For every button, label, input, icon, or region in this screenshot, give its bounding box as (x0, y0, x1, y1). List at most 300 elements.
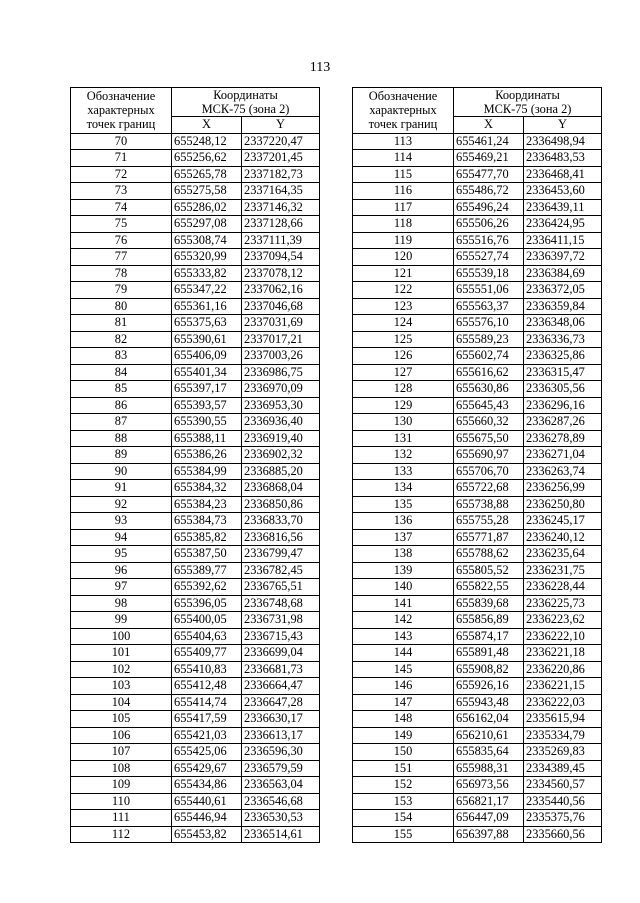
table-row (353, 826, 602, 843)
label-line: точек границ (86, 117, 156, 132)
table-row (353, 315, 602, 332)
table-row (71, 447, 320, 464)
y-coordinate-cell: 2336902,32 (242, 447, 320, 464)
coordinates-header (454, 88, 602, 117)
y-coordinate-cell: 2337078,12 (242, 265, 320, 282)
point-number-cell: 151 (353, 760, 454, 777)
x-coordinate-cell: 655386,26 (172, 447, 242, 464)
point-number-cell: 106 (71, 727, 172, 744)
x-coordinate-cell: 655477,70 (454, 166, 524, 183)
table-row (71, 232, 320, 249)
coords-title: Координаты (213, 88, 278, 102)
x-coordinate-cell: 655390,61 (172, 331, 242, 348)
table-row (353, 447, 602, 464)
x-coordinate-cell: 655589,23 (454, 331, 524, 348)
table-row (71, 265, 320, 282)
x-coordinate-cell: 655297,08 (172, 216, 242, 233)
y-coordinate-cell: 2336221,18 (524, 645, 602, 662)
x-coordinate-cell: 655361,16 (172, 298, 242, 315)
y-coordinate-cell: 2336782,45 (242, 562, 320, 579)
table-row (353, 265, 602, 282)
point-number-cell: 101 (71, 645, 172, 662)
point-number-cell: 147 (353, 694, 454, 711)
x-coordinate-cell: 655392,62 (172, 579, 242, 596)
point-number-cell: 93 (71, 513, 172, 530)
x-coordinate-cell: 655248,12 (172, 133, 242, 150)
point-number-cell: 115 (353, 166, 454, 183)
y-coordinate-cell: 2336384,69 (524, 265, 602, 282)
x-coordinate-cell: 655434,86 (172, 777, 242, 794)
table-row (353, 579, 602, 596)
point-number-cell: 127 (353, 364, 454, 381)
y-coordinate-cell: 2336220,86 (524, 661, 602, 678)
x-coordinate-cell: 655486,72 (454, 183, 524, 200)
table-row (353, 298, 602, 315)
y-coordinate-cell: 2336681,73 (242, 661, 320, 678)
x-coordinate-cell: 655446,94 (172, 810, 242, 827)
point-number-cell: 120 (353, 249, 454, 266)
y-coordinate-cell: 2336359,84 (524, 298, 602, 315)
table-row (353, 397, 602, 414)
table-row (71, 397, 320, 414)
point-number-cell: 144 (353, 645, 454, 662)
y-coordinate-cell: 2337046,68 (242, 298, 320, 315)
x-coordinate-cell: 655421,03 (172, 727, 242, 744)
y-coordinate-cell: 2336228,44 (524, 579, 602, 596)
y-coordinate-cell: 2336221,15 (524, 678, 602, 695)
x-coordinate-cell: 655375,63 (172, 315, 242, 332)
table-row (71, 364, 320, 381)
x-coordinate-cell: 655645,43 (454, 397, 524, 414)
y-coordinate-cell: 2336936,40 (242, 414, 320, 431)
table-row (71, 166, 320, 183)
x-coordinate-cell: 655738,88 (454, 496, 524, 513)
coordinates-table-right (352, 87, 602, 843)
table-row (353, 430, 602, 447)
x-coordinate-cell: 655389,77 (172, 562, 242, 579)
point-number-cell: 81 (71, 315, 172, 332)
x-coordinate-cell: 655410,83 (172, 661, 242, 678)
table-row (353, 727, 602, 744)
y-coordinate-cell: 2336397,72 (524, 249, 602, 266)
table-row (71, 727, 320, 744)
point-number-cell: 88 (71, 430, 172, 447)
x-coordinate-cell: 655943,48 (454, 694, 524, 711)
point-number-cell: 109 (71, 777, 172, 794)
point-number-cell: 78 (71, 265, 172, 282)
table-row (353, 661, 602, 678)
point-label-header (71, 88, 172, 134)
y-coordinate-cell: 2334560,57 (524, 777, 602, 794)
table-row (353, 562, 602, 579)
point-number-cell: 76 (71, 232, 172, 249)
x-coordinate-cell: 655908,82 (454, 661, 524, 678)
y-coordinate-cell: 2336579,59 (242, 760, 320, 777)
point-number-cell: 150 (353, 744, 454, 761)
table-row (71, 183, 320, 200)
y-coordinate-cell: 2336231,75 (524, 562, 602, 579)
point-number-cell: 94 (71, 529, 172, 546)
table-row (71, 496, 320, 513)
table-row (71, 315, 320, 332)
y-coordinate-cell: 2336498,94 (524, 133, 602, 150)
point-number-cell: 99 (71, 612, 172, 629)
table-row (71, 199, 320, 216)
y-coordinate-cell: 2336453,60 (524, 183, 602, 200)
y-coordinate-cell: 2336664,47 (242, 678, 320, 695)
table-row (71, 678, 320, 695)
table-row (353, 216, 602, 233)
point-number-cell: 105 (71, 711, 172, 728)
point-number-cell: 110 (71, 793, 172, 810)
x-coordinate-cell: 655891,48 (454, 645, 524, 662)
x-coordinate-cell: 655839,68 (454, 595, 524, 612)
table-row (71, 513, 320, 530)
y-coordinate-cell: 2336868,04 (242, 480, 320, 497)
point-number-cell: 125 (353, 331, 454, 348)
point-number-cell: 75 (71, 216, 172, 233)
table-row (71, 381, 320, 398)
y-coordinate-cell: 2336919,40 (242, 430, 320, 447)
table-row (71, 612, 320, 629)
y-coordinate-cell: 2336647,28 (242, 694, 320, 711)
y-coordinate-cell: 2336315,47 (524, 364, 602, 381)
point-number-cell: 123 (353, 298, 454, 315)
x-coordinate-cell: 655563,37 (454, 298, 524, 315)
x-coordinate-cell: 655461,24 (454, 133, 524, 150)
point-number-cell: 107 (71, 744, 172, 761)
point-number-cell: 83 (71, 348, 172, 365)
point-number-cell: 85 (71, 381, 172, 398)
x-coordinate-cell: 655384,32 (172, 480, 242, 497)
point-number-cell: 134 (353, 480, 454, 497)
y-coordinate-cell: 2336630,17 (242, 711, 320, 728)
x-coordinate-cell: 655516,76 (454, 232, 524, 249)
point-number-cell: 135 (353, 496, 454, 513)
table-row (353, 133, 602, 150)
table-row (71, 777, 320, 794)
y-coordinate-cell: 2336222,10 (524, 628, 602, 645)
y-coordinate-cell: 2337146,32 (242, 199, 320, 216)
point-number-cell: 129 (353, 397, 454, 414)
point-number-cell: 72 (71, 166, 172, 183)
y-coordinate-cell: 2335269,83 (524, 744, 602, 761)
point-number-cell: 70 (71, 133, 172, 150)
point-number-cell: 153 (353, 793, 454, 810)
table-row (353, 166, 602, 183)
y-coordinate-cell: 2337201,45 (242, 150, 320, 167)
table-row (71, 414, 320, 431)
x-coordinate-cell: 655388,11 (172, 430, 242, 447)
table-row (353, 513, 602, 530)
point-number-cell: 122 (353, 282, 454, 299)
x-coordinate-cell: 655576,10 (454, 315, 524, 332)
label-line: Обозначение (86, 89, 156, 104)
x-coordinate-cell: 655265,78 (172, 166, 242, 183)
y-header: Y (524, 117, 602, 134)
coordinates-table-left (70, 87, 320, 843)
table-row (353, 529, 602, 546)
point-number-cell: 154 (353, 810, 454, 827)
table-row (71, 546, 320, 563)
y-coordinate-cell: 2336530,53 (242, 810, 320, 827)
point-number-cell: 155 (353, 826, 454, 843)
point-number-cell: 140 (353, 579, 454, 596)
table-row (353, 150, 602, 167)
x-coordinate-cell: 656397,88 (454, 826, 524, 843)
x-coordinate-cell: 655385,82 (172, 529, 242, 546)
y-coordinate-cell: 2336424,95 (524, 216, 602, 233)
point-number-cell: 142 (353, 612, 454, 629)
y-coordinate-cell: 2336348,06 (524, 315, 602, 332)
x-coordinate-cell: 655616,62 (454, 364, 524, 381)
y-coordinate-cell: 2336833,70 (242, 513, 320, 530)
point-number-cell: 114 (353, 150, 454, 167)
x-coordinate-cell: 655286,02 (172, 199, 242, 216)
y-coordinate-cell: 2336986,75 (242, 364, 320, 381)
y-coordinate-cell: 2336245,17 (524, 513, 602, 530)
table-row (353, 496, 602, 513)
y-coordinate-cell: 2336546,68 (242, 793, 320, 810)
point-number-cell: 73 (71, 183, 172, 200)
y-coordinate-cell: 2335440,56 (524, 793, 602, 810)
table-row (71, 348, 320, 365)
x-coordinate-cell: 655384,23 (172, 496, 242, 513)
x-coordinate-cell: 655630,86 (454, 381, 524, 398)
x-coordinate-cell: 655706,70 (454, 463, 524, 480)
table-row (71, 694, 320, 711)
point-number-cell: 146 (353, 678, 454, 695)
point-number-cell: 104 (71, 694, 172, 711)
point-number-cell: 103 (71, 678, 172, 695)
x-coordinate-cell: 655496,24 (454, 199, 524, 216)
x-coordinate-cell: 656973,56 (454, 777, 524, 794)
label-line: характерных (87, 103, 155, 118)
x-coordinate-cell: 655406,09 (172, 348, 242, 365)
x-coordinate-cell: 655788,62 (454, 546, 524, 563)
y-coordinate-cell: 2337094,54 (242, 249, 320, 266)
table-row (353, 249, 602, 266)
y-coordinate-cell: 2336563,04 (242, 777, 320, 794)
y-coordinate-cell: 2336765,51 (242, 579, 320, 596)
table-row (353, 777, 602, 794)
point-number-cell: 80 (71, 298, 172, 315)
label-line: точек границ (368, 117, 438, 132)
y-coordinate-cell: 2335660,56 (524, 826, 602, 843)
x-coordinate-cell: 655856,89 (454, 612, 524, 629)
x-coordinate-cell: 655835,64 (454, 744, 524, 761)
table-row (71, 331, 320, 348)
point-number-cell: 89 (71, 447, 172, 464)
x-coordinate-cell: 655660,32 (454, 414, 524, 431)
table-row (353, 480, 602, 497)
x-coordinate-cell: 655320,99 (172, 249, 242, 266)
x-coordinate-cell: 655771,87 (454, 529, 524, 546)
y-coordinate-cell: 2336256,99 (524, 480, 602, 497)
point-number-cell: 116 (353, 183, 454, 200)
y-coordinate-cell: 2336223,62 (524, 612, 602, 629)
y-coordinate-cell: 2336748,68 (242, 595, 320, 612)
table-row (353, 199, 602, 216)
y-coordinate-cell: 2336816,56 (242, 529, 320, 546)
y-coordinate-cell: 2336613,17 (242, 727, 320, 744)
point-number-cell: 119 (353, 232, 454, 249)
x-coordinate-cell: 655256,62 (172, 150, 242, 167)
x-coordinate-cell: 655347,22 (172, 282, 242, 299)
y-coordinate-cell: 2336953,30 (242, 397, 320, 414)
coordinates-header (172, 88, 320, 117)
table-row (71, 298, 320, 315)
point-number-cell: 90 (71, 463, 172, 480)
x-coordinate-cell: 655384,99 (172, 463, 242, 480)
y-coordinate-cell: 2335615,94 (524, 711, 602, 728)
table-row (353, 546, 602, 563)
point-number-cell: 128 (353, 381, 454, 398)
y-coordinate-cell: 2336715,43 (242, 628, 320, 645)
y-coordinate-cell: 2336411,15 (524, 232, 602, 249)
x-coordinate-cell: 655387,50 (172, 546, 242, 563)
y-coordinate-cell: 2336439,11 (524, 199, 602, 216)
page-number: 113 (309, 60, 331, 75)
x-coordinate-cell: 655414,74 (172, 694, 242, 711)
point-number-cell: 136 (353, 513, 454, 530)
point-number-cell: 126 (353, 348, 454, 365)
table-row (71, 595, 320, 612)
point-number-cell: 137 (353, 529, 454, 546)
x-coordinate-cell: 656447,09 (454, 810, 524, 827)
y-coordinate-cell: 2336699,04 (242, 645, 320, 662)
y-coordinate-cell: 2336468,41 (524, 166, 602, 183)
y-coordinate-cell: 2336305,56 (524, 381, 602, 398)
point-number-cell: 108 (71, 760, 172, 777)
coords-title: Координаты (495, 88, 560, 102)
label-line: Обозначение (368, 89, 438, 104)
x-header: X (172, 117, 242, 134)
x-coordinate-cell: 655404,63 (172, 628, 242, 645)
point-number-cell: 152 (353, 777, 454, 794)
table-row (71, 249, 320, 266)
y-coordinate-cell: 2337182,73 (242, 166, 320, 183)
table-row (71, 645, 320, 662)
point-number-cell: 113 (353, 133, 454, 150)
point-number-cell: 148 (353, 711, 454, 728)
x-coordinate-cell: 655393,57 (172, 397, 242, 414)
table-row (71, 480, 320, 497)
table-row (353, 348, 602, 365)
x-coordinate-cell: 655417,59 (172, 711, 242, 728)
point-number-cell: 145 (353, 661, 454, 678)
x-coordinate-cell: 655333,82 (172, 265, 242, 282)
y-coordinate-cell: 2335334,79 (524, 727, 602, 744)
x-coordinate-cell: 656210,61 (454, 727, 524, 744)
table-row (71, 793, 320, 810)
y-coordinate-cell: 2336235,64 (524, 546, 602, 563)
y-coordinate-cell: 2336263,74 (524, 463, 602, 480)
table-row (71, 661, 320, 678)
y-coordinate-cell: 2336240,12 (524, 529, 602, 546)
point-number-cell: 132 (353, 447, 454, 464)
point-number-cell: 118 (353, 216, 454, 233)
y-coordinate-cell: 2335375,76 (524, 810, 602, 827)
point-number-cell: 82 (71, 331, 172, 348)
point-number-cell: 138 (353, 546, 454, 563)
point-number-cell: 91 (71, 480, 172, 497)
x-coordinate-cell: 655755,28 (454, 513, 524, 530)
x-coordinate-cell: 655308,74 (172, 232, 242, 249)
label-line: характерных (369, 103, 437, 118)
table-row (71, 150, 320, 167)
table-row (71, 579, 320, 596)
point-number-cell: 96 (71, 562, 172, 579)
table-row (353, 645, 602, 662)
x-coordinate-cell: 655390,55 (172, 414, 242, 431)
x-coordinate-cell: 655551,06 (454, 282, 524, 299)
y-coordinate-cell: 2336514,61 (242, 826, 320, 843)
y-coordinate-cell: 2336271,04 (524, 447, 602, 464)
y-coordinate-cell: 2336596,30 (242, 744, 320, 761)
table-row (353, 364, 602, 381)
table-row (71, 133, 320, 150)
table-row (353, 694, 602, 711)
point-number-cell: 74 (71, 199, 172, 216)
table-row (71, 562, 320, 579)
y-coordinate-cell: 2336222,03 (524, 694, 602, 711)
table-row (353, 414, 602, 431)
x-coordinate-cell: 655401,34 (172, 364, 242, 381)
table-row (71, 463, 320, 480)
point-number-cell: 141 (353, 595, 454, 612)
y-coordinate-cell: 2336296,16 (524, 397, 602, 414)
point-number-cell: 131 (353, 430, 454, 447)
point-number-cell: 102 (71, 661, 172, 678)
point-number-cell: 98 (71, 595, 172, 612)
y-coordinate-cell: 2336250,80 (524, 496, 602, 513)
point-number-cell: 149 (353, 727, 454, 744)
x-coordinate-cell: 655602,74 (454, 348, 524, 365)
y-coordinate-cell: 2336225,73 (524, 595, 602, 612)
table-row (353, 810, 602, 827)
y-coordinate-cell: 2336885,20 (242, 463, 320, 480)
point-number-cell: 92 (71, 496, 172, 513)
table-row (353, 678, 602, 695)
table-row (353, 595, 602, 612)
table-row (353, 331, 602, 348)
table-row (71, 529, 320, 546)
table-row (353, 612, 602, 629)
point-number-cell: 71 (71, 150, 172, 167)
table-row (71, 628, 320, 645)
x-coordinate-cell: 655822,55 (454, 579, 524, 596)
table-row (353, 628, 602, 645)
point-number-cell: 97 (71, 579, 172, 596)
y-coordinate-cell: 2336483,53 (524, 150, 602, 167)
table-row (353, 744, 602, 761)
x-coordinate-cell: 655675,50 (454, 430, 524, 447)
x-coordinate-cell: 655722,68 (454, 480, 524, 497)
table-row (353, 793, 602, 810)
table-row (71, 430, 320, 447)
x-coordinate-cell: 655275,58 (172, 183, 242, 200)
y-coordinate-cell: 2337128,66 (242, 216, 320, 233)
point-number-cell: 121 (353, 265, 454, 282)
x-coordinate-cell: 656162,04 (454, 711, 524, 728)
point-number-cell: 111 (71, 810, 172, 827)
table-row (353, 463, 602, 480)
y-coordinate-cell: 2336850,86 (242, 496, 320, 513)
point-number-cell: 84 (71, 364, 172, 381)
x-coordinate-cell: 655539,18 (454, 265, 524, 282)
y-coordinate-cell: 2336278,89 (524, 430, 602, 447)
